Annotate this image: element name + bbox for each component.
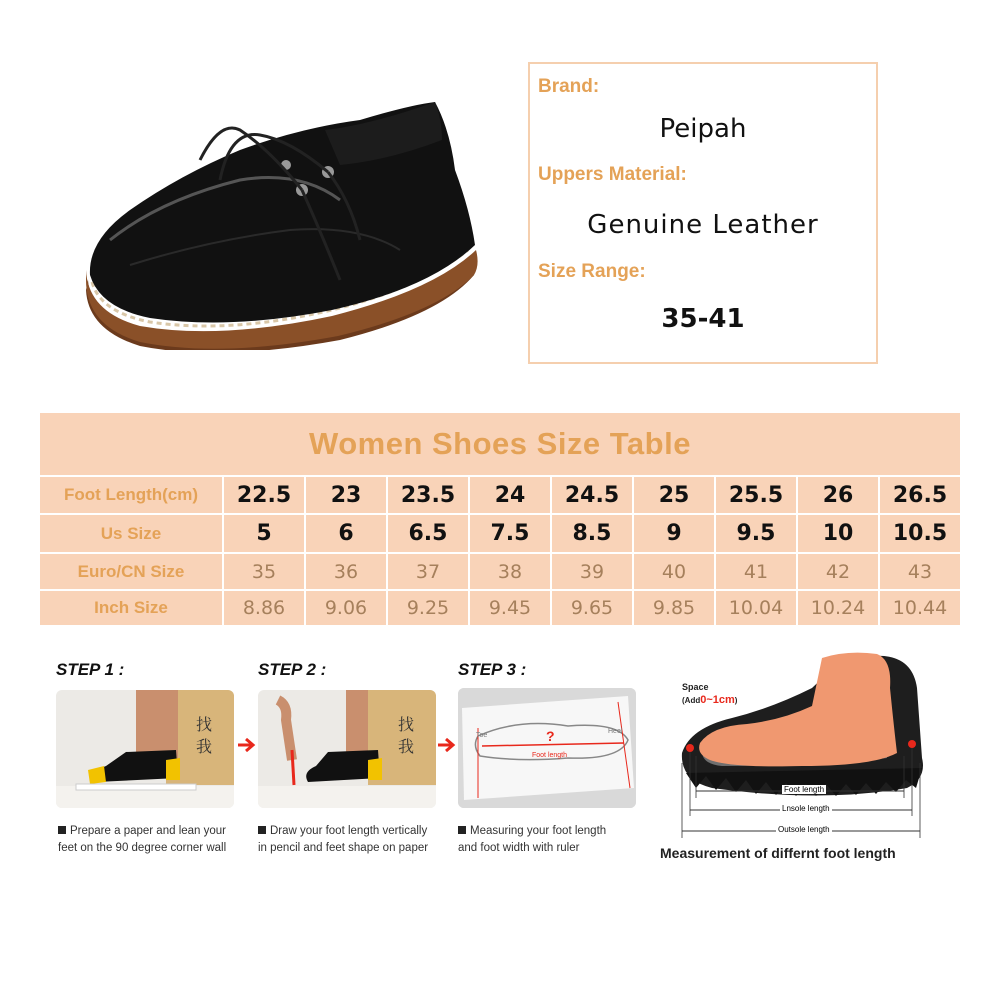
brand-label: Brand: [538, 76, 600, 97]
table-cell: 42 [796, 554, 878, 589]
table-cell: 9.65 [550, 591, 632, 625]
table-cell: 23.5 [386, 477, 468, 513]
table-cell: 41 [714, 554, 796, 589]
table-cell: 39 [550, 554, 632, 589]
insole-length-label: Lnsole length [782, 804, 830, 813]
diagram-caption: Measurement of differnt foot length [660, 845, 896, 861]
svg-text:我: 我 [398, 737, 415, 756]
row-label: Foot Length(cm) [63, 485, 199, 504]
table-cell: 10 [796, 515, 878, 552]
table-cell: 9.06 [304, 591, 386, 625]
outsole-length-label: Outsole length [778, 825, 830, 834]
photo-heel-label: Heel [608, 728, 623, 735]
table-cell: 38 [468, 554, 550, 589]
table-cell: 25.5 [714, 477, 796, 513]
table-row-us-size [40, 515, 960, 552]
svg-text:我: 我 [196, 737, 213, 756]
step-1-title: STEP 1 : [56, 660, 125, 679]
photo-question-mark: ? [546, 728, 555, 744]
row-label: Inch Size [94, 598, 168, 617]
brand-value: Peipah [659, 114, 747, 144]
table-cell: 9 [632, 515, 714, 552]
step-3-photo [458, 688, 636, 808]
table-row-euro-size [40, 554, 960, 589]
table-cell: 6.5 [386, 515, 468, 552]
step-1-caption: Prepare a paper and lean your feet on the 90 degree corner wall [58, 825, 227, 854]
table-cell: 8.5 [550, 515, 632, 552]
table-cell: 23 [304, 477, 386, 513]
table-cell: 9.85 [632, 591, 714, 625]
photo-foot-length-label: Foot length [532, 752, 568, 759]
step-2-title: STEP 2 : [258, 660, 327, 679]
table-cell: 36 [304, 554, 386, 589]
size-range-label: Size Range: [538, 261, 646, 282]
table-cell: 6 [304, 515, 386, 552]
table-cell: 10.04 [714, 591, 796, 625]
space-label: Space [682, 682, 709, 692]
shoe-image [70, 90, 490, 350]
material-value: Genuine Leather [587, 210, 819, 240]
table-cell: 10.44 [878, 591, 960, 625]
product-info-box [528, 62, 878, 364]
table-cell: 24.5 [550, 477, 632, 513]
step-1-photo [56, 690, 234, 808]
size-range-value: 35-41 [661, 304, 745, 334]
arrow-right-icon [238, 738, 258, 757]
svg-text:找: 找 [196, 715, 213, 734]
step-2-caption: Draw your foot length vertically in pencil and feet shape on paper [258, 825, 429, 854]
table-cell: 24 [468, 477, 550, 513]
table-cell: 8.86 [222, 591, 304, 625]
foot-measurement-diagram [672, 648, 947, 843]
step-3-title: STEP 3 : [458, 660, 527, 679]
step-2-photo [258, 690, 436, 808]
table-row-inch-size [40, 591, 960, 625]
table-cell: 37 [386, 554, 468, 589]
row-label: Euro/CN Size [77, 561, 185, 581]
size-table-title: Women Shoes Size Table [309, 426, 691, 461]
foot-length-label: Foot length [784, 785, 825, 794]
table-cell: 10.5 [878, 515, 960, 552]
table-cell: 26.5 [878, 477, 960, 513]
material-label: Uppers Material: [538, 164, 687, 185]
table-cell: 35 [222, 554, 304, 589]
table-cell: 7.5 [468, 515, 550, 552]
table-cell: 9.45 [468, 591, 550, 625]
svg-text:找: 找 [398, 715, 415, 734]
table-cell: 25 [632, 477, 714, 513]
row-label: Us Size [100, 523, 162, 543]
table-cell: 9.25 [386, 591, 468, 625]
add-label: (Add0~1cm) [682, 694, 738, 706]
table-cell: 22.5 [222, 477, 304, 513]
step-3-caption: Measuring your foot length and foot width with ruler [458, 825, 607, 854]
table-cell: 43 [878, 554, 960, 589]
table-cell: 5 [222, 515, 304, 552]
arrow-right-icon [438, 738, 458, 757]
table-cell: 9.5 [714, 515, 796, 552]
photo-toe-label: Toe [476, 732, 488, 739]
table-cell: 10.24 [796, 591, 878, 625]
table-cell: 40 [632, 554, 714, 589]
table-cell: 26 [796, 477, 878, 513]
table-row-foot-length [40, 477, 960, 513]
